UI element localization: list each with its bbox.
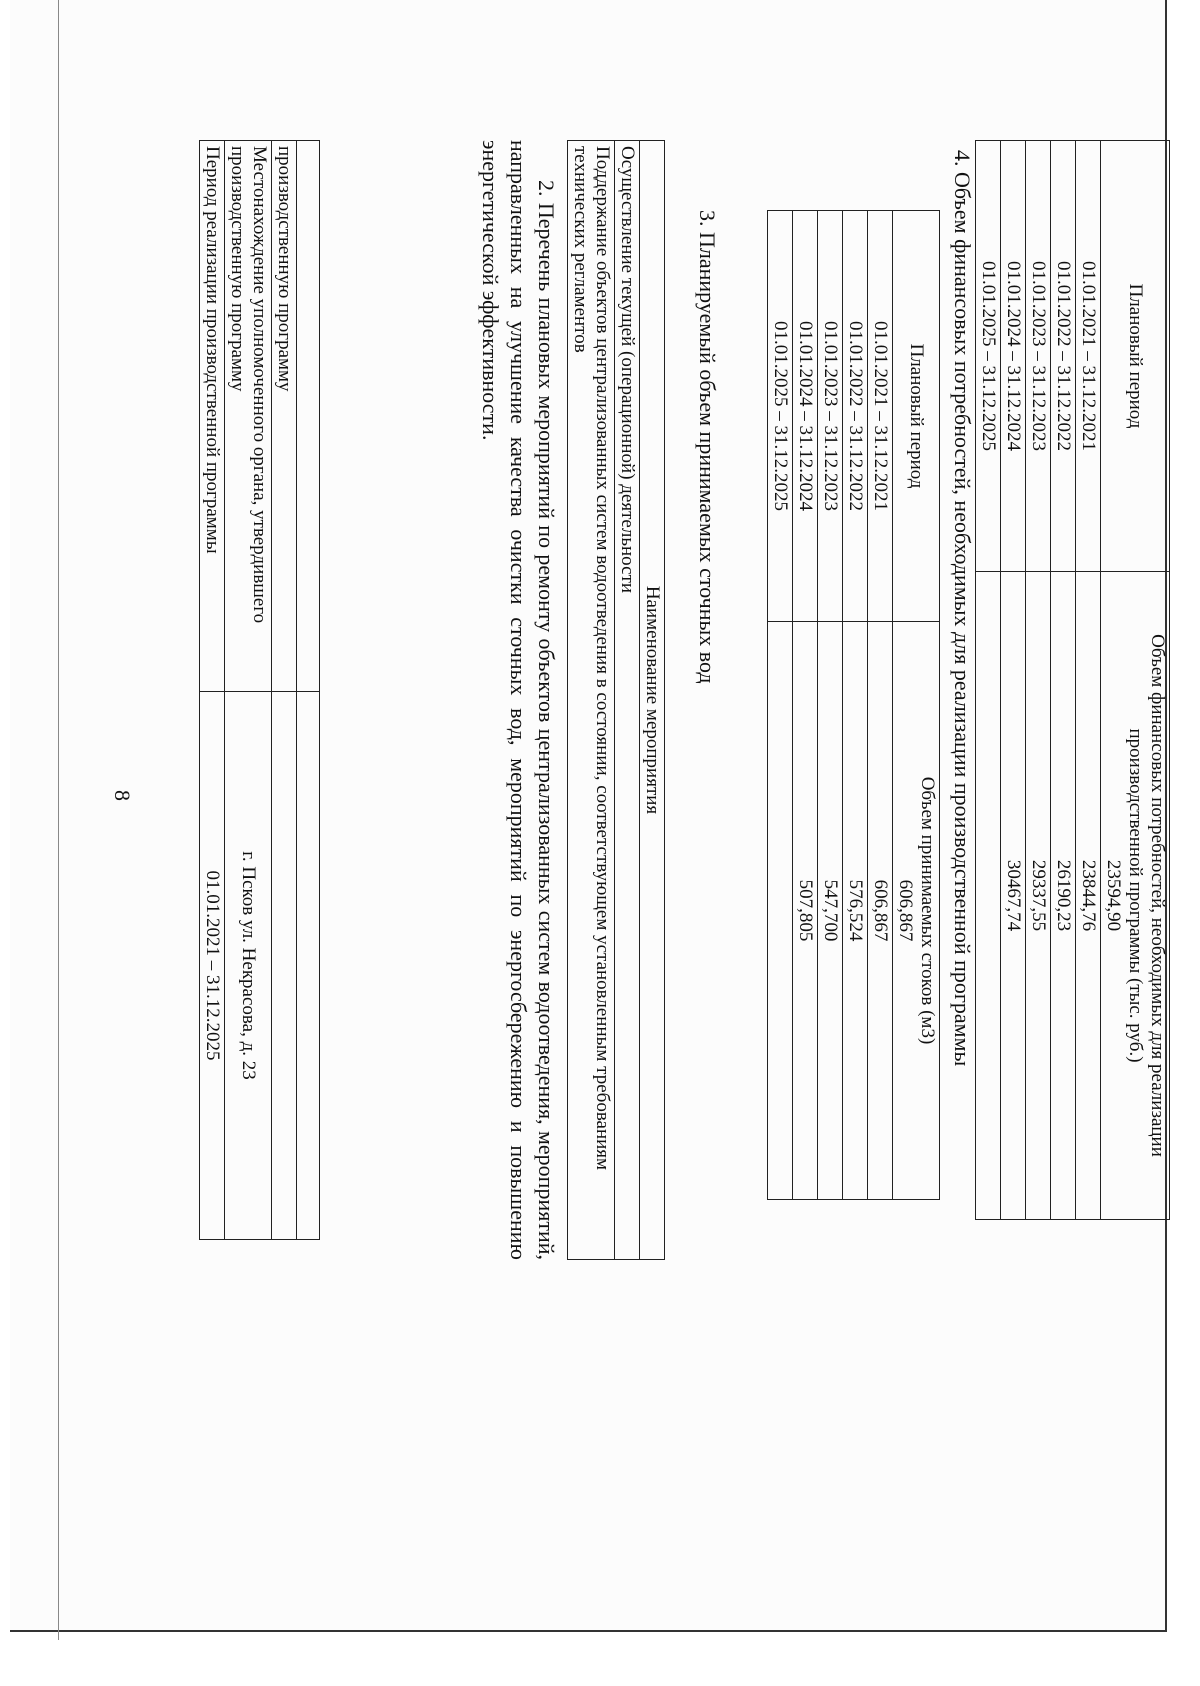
measures-table <box>567 140 665 1260</box>
table-cell: 606,867 <box>868 622 893 1200</box>
table-row <box>568 141 615 1260</box>
scan-edge-line <box>58 0 59 1640</box>
table-cell: 01.01.2025 – 31.12.2025 <box>976 141 1001 572</box>
column-header: Плановый период <box>893 211 940 622</box>
table-row <box>793 211 818 1200</box>
table-cell: 01.01.2025 – 31.12.2025 <box>768 211 793 622</box>
column-header: Плановый период <box>1101 141 1170 572</box>
table-cell: 30467,74 <box>1001 572 1026 1220</box>
section-4-heading: 4. Объем финансовых потребностей, необходимых для реализации производственной программы <box>950 150 975 1067</box>
table-row <box>615 141 640 1260</box>
table-cell: производственную программу <box>272 141 297 692</box>
financial-needs-table <box>975 140 1170 1220</box>
table-header-row <box>640 141 665 1260</box>
program-info-table <box>199 140 320 1240</box>
column-header: Объем принимаемых стоков (м3) 606,867 <box>893 622 940 1200</box>
table-cell: 01.01.2022 – 31.12.2022 <box>843 211 868 622</box>
table-cell: 01.01.2022 – 31.12.2022 <box>1051 141 1076 572</box>
table-row <box>1001 141 1026 1220</box>
table-row <box>976 141 1001 1220</box>
table-header-row <box>1101 141 1170 1220</box>
table-cell: 29337,55 <box>1026 572 1051 1220</box>
table-row <box>843 211 868 1200</box>
table-row <box>297 141 320 1240</box>
table-cell: 01.01.2021 – 31.12.2021 <box>868 211 893 622</box>
table-cell: 507,805 <box>793 622 818 1200</box>
table-row <box>868 211 893 1200</box>
column-header: Наименование мероприятия <box>640 141 665 1260</box>
table-cell: Местонахождение уполномоченного органа, утвердившего производственную программу <box>225 141 272 692</box>
section-2-heading: 2. Перечень плановых мероприятий по ремонту объектов централизованных систем водоотведения, мероприятий, направленных на улучшение качества очистки сточных вод, мероприятий по энергосбережению и повышению энергетической эффективности. <box>478 140 559 1260</box>
section-3-heading: 3. Планируемый объем принимаемых сточных вод <box>695 210 720 684</box>
table-row <box>1051 141 1076 1220</box>
table-cell: 01.01.2024 – 31.12.2024 <box>793 211 818 622</box>
table-cell <box>272 692 297 1240</box>
table-row <box>818 211 843 1200</box>
table-cell: 23844,76 <box>1076 572 1101 1220</box>
table-cell: 26190,23 <box>1051 572 1076 1220</box>
table-cell: 576,524 <box>843 622 868 1200</box>
table-cell: 01.01.2023 – 31.12.2023 <box>1026 141 1051 572</box>
table-cell <box>976 572 1001 1220</box>
table-cell: 01.01.2021 – 31.12.2021 <box>1076 141 1101 572</box>
table-row <box>768 211 793 1200</box>
wastewater-volume-table <box>767 210 940 1200</box>
table-cell: 01.01.2024 – 31.12.2024 <box>1001 141 1026 572</box>
table-cell: 547,700 <box>818 622 843 1200</box>
table-cell: Осуществление текущей (операционной) деятельности <box>615 141 640 1260</box>
table-cell: 01.01.2021 – 31.12.2025 <box>200 692 225 1240</box>
rotated-document-page <box>110 0 1180 1660</box>
table-cell <box>297 141 320 692</box>
table-header-row <box>893 211 940 1200</box>
table-row <box>200 141 225 1240</box>
table-row <box>225 141 272 1240</box>
table-row <box>1076 141 1101 1220</box>
table-row <box>1026 141 1051 1220</box>
column-header: Объем финансовых потребностей, необходимых для реализации производственной программы (тыс. руб.) 23594,90 <box>1101 572 1170 1220</box>
page-number: 8 <box>110 790 135 801</box>
table-cell <box>768 622 793 1200</box>
table-cell <box>297 692 320 1240</box>
table-cell: 01.01.2023 – 31.12.2023 <box>818 211 843 622</box>
table-row <box>272 141 297 1240</box>
table-cell: г. Псков ул. Некрасова, д. 23 <box>225 692 272 1240</box>
table-cell: Период реализации производственной программы <box>200 141 225 692</box>
table-cell: Поддержание объектов централизованных систем водоотведения в состоянии, соответствующем установленным требованиям технических регламентов <box>568 141 615 1260</box>
